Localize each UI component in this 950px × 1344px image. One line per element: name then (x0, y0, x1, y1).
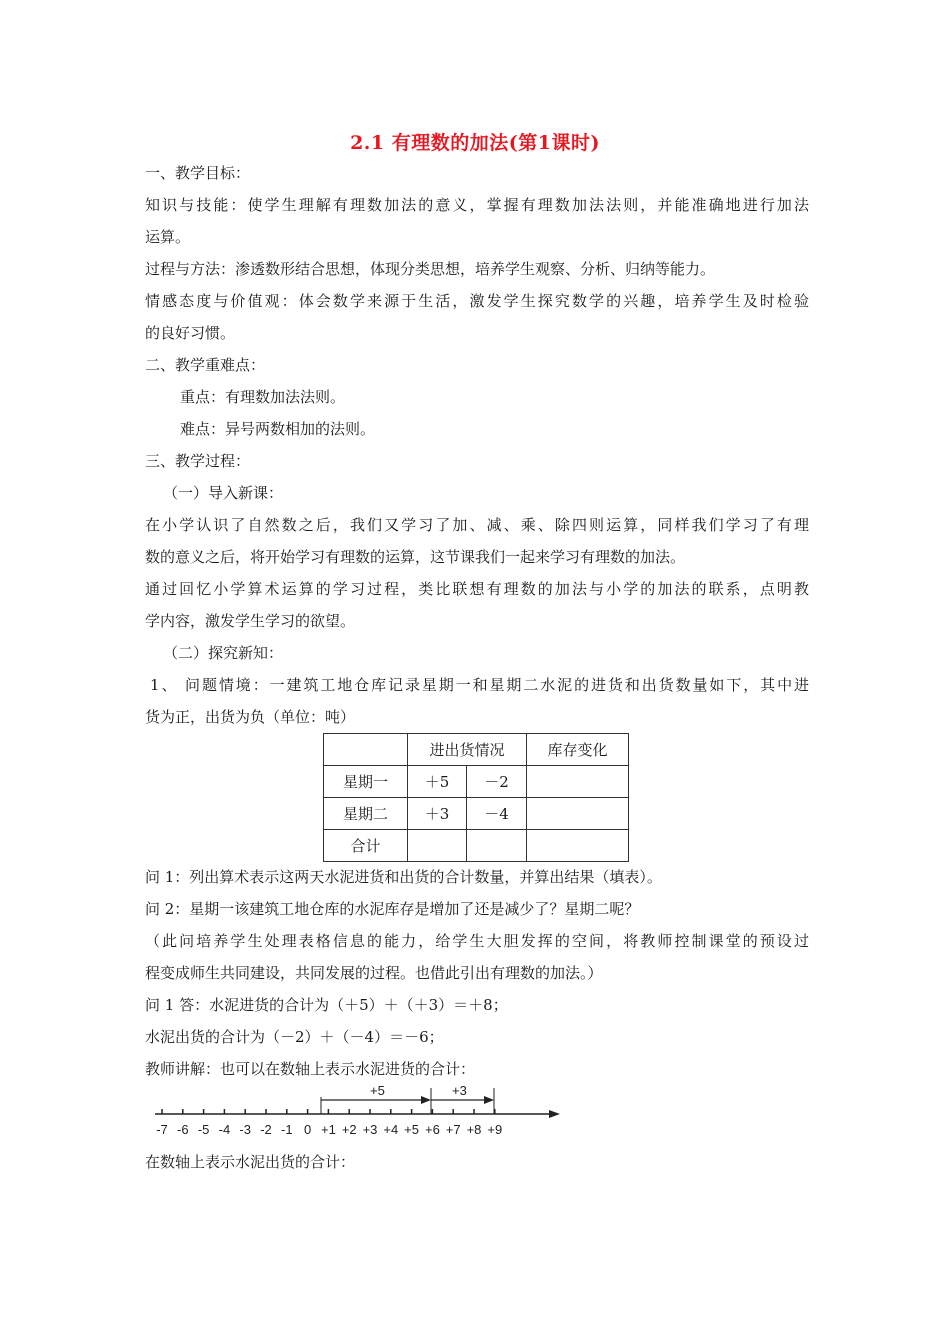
section1-heading: 一、教学目标： (145, 164, 251, 182)
intro-p1-line2: 数的意义之后，将开始学习有理数的运算，这节课我们一起来学习有理数的加法。 (145, 548, 686, 566)
row-change (527, 830, 629, 862)
header-change: 库存变化 (527, 734, 629, 766)
question1: 问 1：列出算术表示这两天水泥进货和出货的合计数量，并算出结果（填表）。 (145, 868, 662, 886)
problem-line1: 1、 问题情境：一建筑工地仓库记录星期一和星期二水泥的进货和出货数量如下，其中进 (150, 676, 809, 694)
row-label: 星期一 (324, 766, 408, 798)
row-out (467, 830, 527, 862)
row-change (527, 766, 629, 798)
intro-p2-line1: 通过回忆小学算术运算的学习过程，类比联想有理数的加法与小学的加法的联系，点明教 (145, 580, 809, 598)
table-row (324, 798, 629, 830)
note-line1: （此问培养学生处理表格信息的能力，给学生大胆发挥的空间，将教师控制课堂的预设过 (145, 932, 809, 950)
tick-label: -1 (281, 1122, 293, 1137)
tick-label: +8 (466, 1122, 482, 1137)
question2: 问 2：星期一该建筑工地仓库的水泥库存是增加了还是减少了？星期二呢？ (145, 900, 640, 918)
axis-arrow-icon (549, 1110, 560, 1118)
row-out: －2 (467, 766, 527, 798)
arrow-plus5-head-icon (421, 1096, 431, 1104)
tick-label: +4 (383, 1122, 399, 1137)
tick-label: +3 (362, 1122, 378, 1137)
arrow-plus5-label: +5 (370, 1083, 385, 1098)
tick-label: +1 (320, 1122, 336, 1137)
explore-heading: （二）探究新知： (163, 644, 284, 662)
tick-label: +6 (424, 1122, 440, 1137)
note-line2: 程变成师生共同建设，共同发展的过程。也借此引出有理数的加法。） (145, 964, 603, 982)
tick-label: +2 (341, 1122, 357, 1137)
row-in: ＋3 (408, 798, 467, 830)
row-in: ＋5 (408, 766, 467, 798)
difficulty-point: 难点：异号两数相加的法则。 (180, 420, 376, 438)
tick-label: +9 (487, 1122, 503, 1137)
section3-heading: 三、教学过程： (145, 452, 251, 470)
tick-label: -5 (197, 1122, 210, 1137)
process-line: 过程与方法：渗透数形结合思想，体现分类思想，培养学生观察、分析、归纳等能力。 (145, 260, 716, 278)
section2-heading: 二、教学重难点： (145, 356, 266, 374)
tick-label: -3 (239, 1122, 251, 1137)
row-in (408, 830, 467, 862)
tick-label: +7 (445, 1122, 461, 1137)
page-title: 2.1 有理数的加法(第1课时) (350, 132, 600, 154)
emotion-line1: 情感态度与价值观：体会数学来源于生活，激发学生探究数学的兴趣，培养学生及时检验 (145, 292, 809, 310)
tick-label: -4 (218, 1122, 231, 1137)
arrow-plus3-label: +3 (452, 1083, 467, 1098)
tick-label: -6 (177, 1122, 189, 1137)
table-row (324, 830, 629, 862)
tick-label: 0 (303, 1122, 312, 1137)
tick-label: +5 (404, 1122, 420, 1137)
tick-group (156, 1109, 502, 1137)
key-point: 重点：有理数加法法则。 (180, 388, 346, 406)
answer1-line1: 问 1 答：水泥进货的合计为（＋5）＋（＋3）＝＋8； (145, 996, 508, 1014)
tick-label: -2 (260, 1122, 272, 1137)
intro-p1-line1: 在小学认识了自然数之后，我们又学习了加、减、乘、除四则运算，同样我们学习了有理 (145, 516, 809, 534)
answer1-line2: 水泥出货的合计为（－2）＋（－4）＝－6； (145, 1028, 444, 1046)
intro-heading: （一）导入新课： (163, 484, 284, 502)
arrow-plus3-head-icon (484, 1096, 494, 1104)
tick-label: -7 (156, 1122, 168, 1137)
emotion-line2: 的良好习惯。 (145, 324, 236, 342)
knowledge-line1: 知识与技能：使学生理解有理数加法的意义，掌握有理数加法法则，并能准确地进行加法 (145, 196, 809, 214)
axis-out-caption: 在数轴上表示水泥出货的合计： (145, 1153, 356, 1171)
teacher-explanation: 教师讲解：也可以在数轴上表示水泥进货的合计： (145, 1060, 476, 1078)
intro-p2-line2: 学内容，激发学生学习的欲望。 (145, 612, 356, 630)
header-inout: 进出货情况 (408, 734, 527, 766)
row-change (527, 798, 629, 830)
number-line-diagram (150, 1082, 570, 1142)
table-row (324, 766, 629, 798)
stock-table (323, 733, 629, 862)
table-header-row (324, 734, 629, 766)
row-label: 合计 (324, 830, 408, 862)
row-label: 星期二 (324, 798, 408, 830)
row-out: －4 (467, 798, 527, 830)
table-corner-cell (324, 734, 408, 766)
problem-line2: 货为正，出货为负（单位：吨） (145, 708, 356, 726)
knowledge-line2: 运算。 (145, 228, 191, 246)
